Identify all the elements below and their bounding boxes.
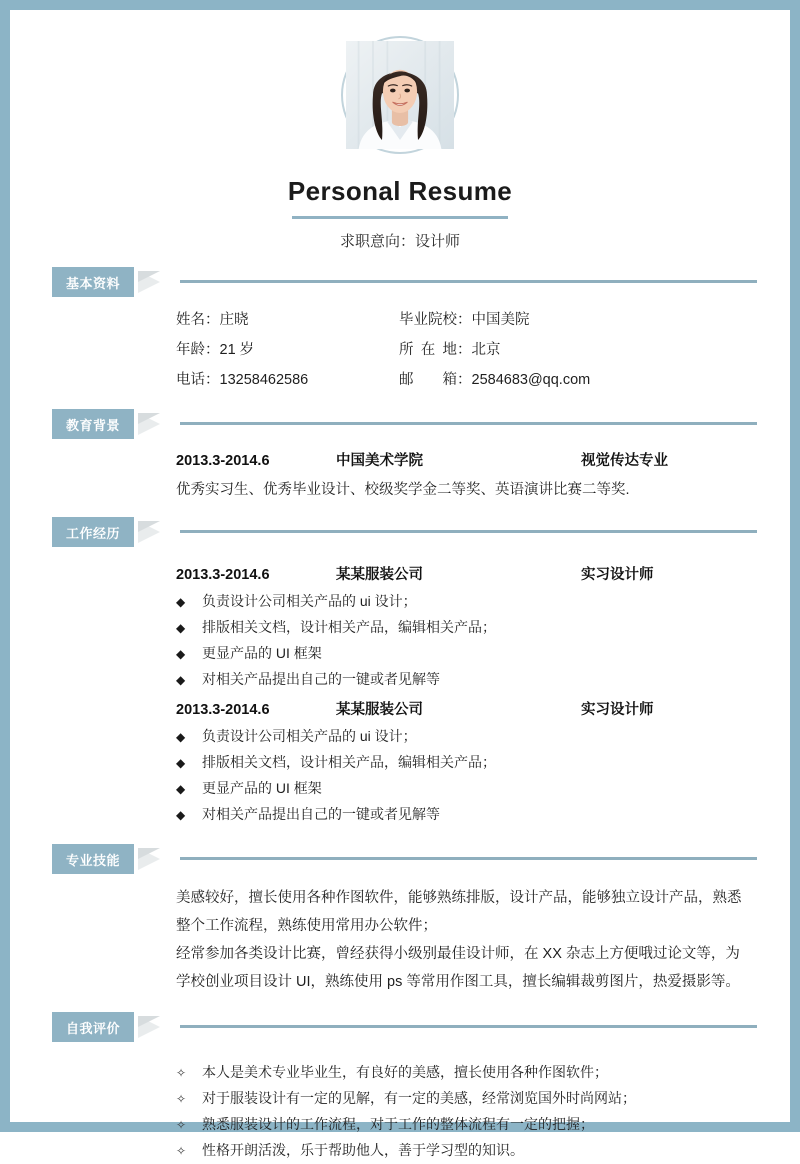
- field-name: 姓名：庄晓: [176, 312, 249, 328]
- tag-arrow-icon: [138, 271, 160, 293]
- field-location: 所 在 地：北京: [399, 337, 742, 363]
- field-phone-label: 电话: [176, 372, 205, 388]
- section-rule: [180, 530, 757, 533]
- section-work-experience: [10, 517, 790, 828]
- field-location-value: 北京: [471, 342, 501, 358]
- education-body: [176, 449, 742, 504]
- work-entry: [176, 698, 742, 828]
- resume-header: [10, 10, 790, 251]
- work-entry-head: [176, 563, 742, 587]
- self-evaluation-body: [176, 1060, 742, 1164]
- work-company: 某某服装公司: [336, 567, 423, 583]
- section-tag-self: 自我评价: [52, 1012, 134, 1042]
- list-item: [176, 1086, 742, 1112]
- field-school-value: 中国美院: [471, 312, 530, 328]
- list-item: [176, 802, 742, 828]
- list-item-text: 对相关产品提出自己的一键或者见解等: [202, 806, 440, 822]
- basic-info-body: [176, 307, 742, 393]
- list-item: [176, 667, 742, 693]
- field-name-value: 庄晓: [219, 312, 249, 328]
- list-item-text: 对相关产品提出自己的一键或者见解等: [202, 671, 440, 687]
- list-item-text: 本人是美术专业毕业生，有良好的美感，擅长使用各种作图软件；: [202, 1064, 608, 1080]
- list-item: [176, 1112, 742, 1138]
- section-tag-education: 教育背景: [52, 409, 134, 439]
- field-age-label: 年龄: [176, 342, 205, 358]
- section-header-basic: [52, 267, 757, 297]
- filled-diamond-icon: ◆: [176, 647, 186, 661]
- field-age-value: 21 岁: [219, 342, 255, 358]
- field-age: 年龄：21 岁: [176, 342, 255, 358]
- section-header-skills: [52, 844, 757, 874]
- field-email: 邮 箱：2584683@qq.com: [399, 367, 742, 393]
- filled-diamond-icon: ◆: [176, 782, 186, 796]
- page-title: Personal Resume: [287, 176, 513, 206]
- section-header-self: [52, 1012, 757, 1042]
- list-item-text: 负责设计公司相关产品的 ui 设计；: [202, 728, 417, 744]
- list-item: [176, 776, 742, 802]
- field-phone-value: 13258462586: [219, 372, 309, 388]
- list-item-text: 负责设计公司相关产品的 ui 设计；: [202, 593, 417, 609]
- portrait-illustration: [346, 41, 454, 149]
- hollow-diamond-icon: ✧: [176, 1066, 187, 1080]
- list-item: [176, 589, 742, 615]
- filled-diamond-icon: ◆: [176, 756, 186, 770]
- section-rule: [180, 280, 757, 283]
- section-rule: [180, 422, 757, 425]
- field-school: 毕业院校：中国美院: [399, 312, 530, 328]
- basic-info-grid: [176, 307, 742, 393]
- portrait-photo: [346, 41, 454, 149]
- list-item: [176, 750, 742, 776]
- work-date: 2013.3-2014.6: [176, 702, 270, 718]
- list-item-text: 更显产品的 UI 框架: [202, 780, 322, 796]
- work-role: 实习设计师: [581, 567, 654, 583]
- skills-paragraph: 美感较好，擅长使用各种作图软件，能够熟练排版，设计产品，能够独立设计产品，熟悉整个工作流程，熟练使用常用办公软件；: [176, 890, 742, 934]
- tag-arrow-icon: [138, 1016, 160, 1038]
- section-tag-skills: 专业技能: [52, 844, 134, 874]
- education-entry-head: [176, 449, 742, 473]
- hollow-diamond-icon: ✧: [176, 1144, 187, 1158]
- filled-diamond-icon: ◆: [176, 673, 186, 687]
- list-item-text: 排版相关文档，设计相关产品，编辑相关产品；: [202, 754, 496, 770]
- section-skills: [10, 844, 790, 996]
- work-bullet-list: [176, 589, 742, 693]
- list-item-text: 排版相关文档，设计相关产品，编辑相关产品；: [202, 619, 496, 635]
- work-entry-head: [176, 698, 742, 722]
- list-item: [176, 1138, 742, 1164]
- list-item: [176, 724, 742, 750]
- work-body: [176, 563, 742, 828]
- section-tag-work: 工作经历: [52, 517, 134, 547]
- list-item-text: 更显产品的 UI 框架: [202, 645, 322, 661]
- education-date: 2013.3-2014.6: [176, 453, 270, 469]
- skills-paragraph: 经常参加各类设计比赛，曾经获得小级别最佳设计师，在 XX 杂志上方便哦过论文等，为学校创业项目设计 UI，熟练使用 ps 等常用作图工具，擅长编辑裁剪图片，热爱摄影等。: [176, 946, 740, 990]
- self-evaluation-list: [176, 1060, 742, 1164]
- field-email-value: 2584683@qq.com: [471, 372, 591, 388]
- list-item: [176, 1060, 742, 1086]
- education-honors: 优秀实习生、优秀毕业设计、校级奖学金二等奖、英语演讲比赛二等奖.: [176, 482, 630, 498]
- work-role: 实习设计师: [581, 702, 654, 718]
- title-underline: [292, 216, 508, 219]
- job-objective: 求职意向：设计师: [339, 233, 460, 250]
- work-company: 某某服装公司: [336, 702, 423, 718]
- section-education: [10, 409, 790, 504]
- list-item-text: 对于服装设计有一定的见解，有一定的美感，经常浏览国外时尚网站；: [202, 1090, 636, 1106]
- list-item-text: 性格开朗活泼，乐于帮助他人，善于学习型的知识。: [202, 1142, 524, 1158]
- work-date: 2013.3-2014.6: [176, 567, 270, 583]
- section-header-education: [52, 409, 757, 439]
- section-rule: [180, 1025, 757, 1028]
- education-school: 中国美术学院: [336, 453, 423, 469]
- filled-diamond-icon: ◆: [176, 808, 186, 822]
- list-item: [176, 641, 742, 667]
- avatar: [341, 36, 459, 154]
- filled-diamond-icon: ◆: [176, 595, 186, 609]
- filled-diamond-icon: ◆: [176, 621, 186, 635]
- field-location-label: 所 在 地: [399, 342, 457, 358]
- tag-arrow-icon: [138, 413, 160, 435]
- work-entry: [176, 563, 742, 693]
- field-phone: 电话：13258462586: [176, 372, 309, 388]
- list-item: [176, 615, 742, 641]
- hollow-diamond-icon: ✧: [176, 1118, 187, 1132]
- field-school-label: 毕业院校: [399, 312, 457, 328]
- section-basic-info: [10, 267, 790, 393]
- list-item-text: 熟悉服装设计的工作流程，对于工作的整体流程有一定的把握；: [202, 1116, 594, 1132]
- education-major: 视觉传达专业: [581, 453, 668, 469]
- section-tag-basic: 基本资料: [52, 267, 134, 297]
- section-header-work: [52, 517, 757, 547]
- skills-body: [176, 884, 742, 996]
- section-self-evaluation: [10, 1012, 790, 1164]
- tag-arrow-icon: [138, 848, 160, 870]
- field-email-label: 邮 箱: [399, 372, 457, 388]
- section-rule: [180, 857, 757, 860]
- filled-diamond-icon: ◆: [176, 730, 186, 744]
- work-bullet-list: [176, 724, 742, 828]
- hollow-diamond-icon: ✧: [176, 1092, 187, 1106]
- tag-arrow-icon: [138, 521, 160, 543]
- field-name-label: 姓名: [176, 312, 205, 328]
